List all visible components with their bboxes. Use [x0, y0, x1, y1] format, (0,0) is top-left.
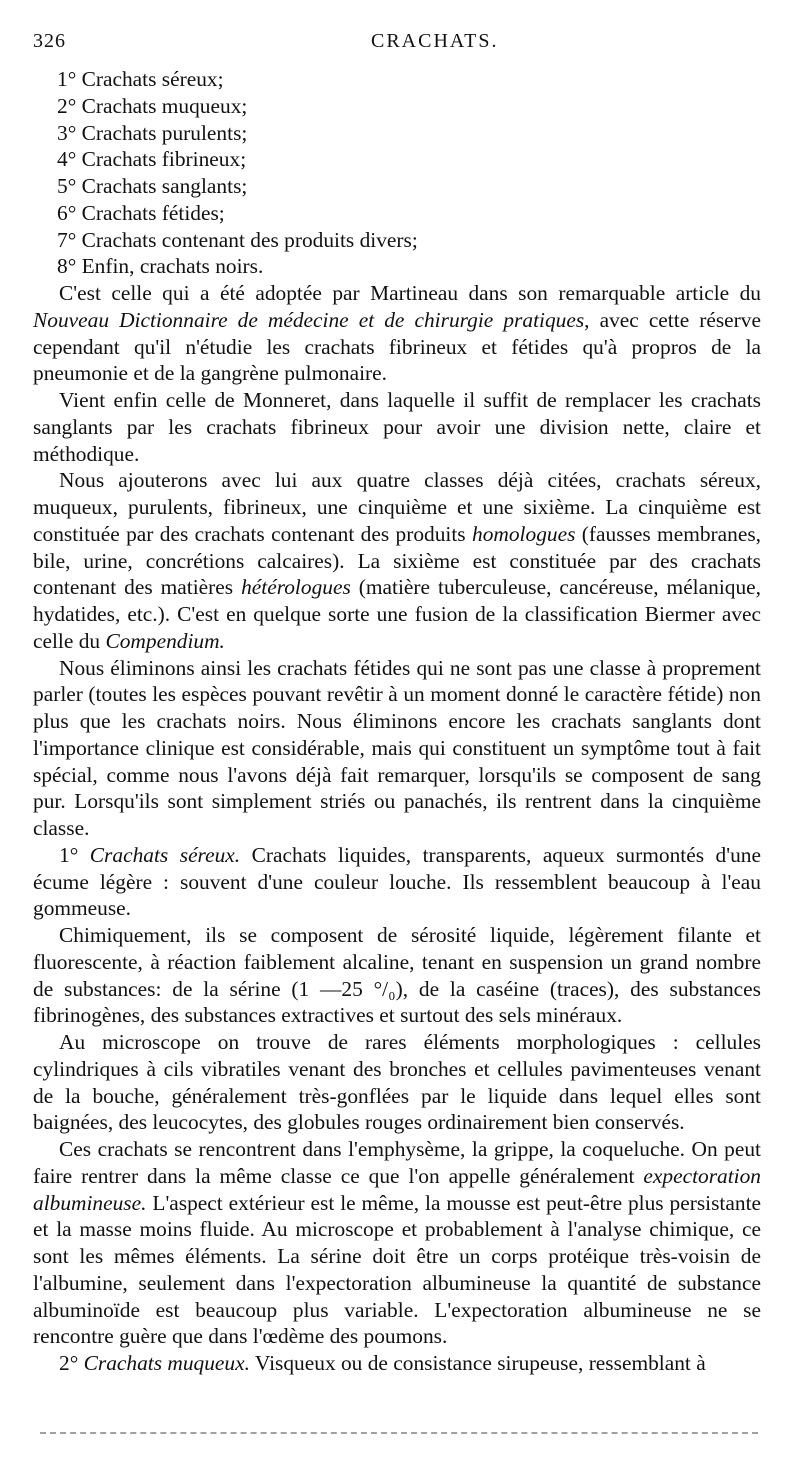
- text-run: (fausses membranes, bile, urine, concrétions calcaires). La sixième est constituée par des crachats contenant des matières: [33, 521, 762, 600]
- list-item: 5° Crachats sanglants;: [57, 174, 248, 198]
- text-run: (matière tuberculeuse, cancéreuse, mélanique, hydatides, etc.). C'est en quelque sorte une fusion de la classification Biermer avec celle du: [33, 575, 761, 653]
- italic-term: homologues: [472, 521, 576, 546]
- paragraph-crachats-muqueux: [33, 1350, 761, 1377]
- footer-rule: [40, 1432, 758, 1434]
- italic-title: Nouveau Dictionnaire de médecine et de chirurgie pratiques: [33, 307, 585, 332]
- paragraph-classification-martineau: [33, 280, 761, 387]
- list-item: 4° Crachats fibrineux;: [57, 147, 247, 172]
- text-run: C'est celle qui a été adoptée par Martineau dans son remarquable article du: [59, 281, 761, 305]
- italic-term: expectoration albumineuse.: [33, 1163, 761, 1215]
- text-run: Nous ajouterons avec lui aux quatre classes déjà citées, crachats séreux, muqueux, purulents, fibrineux, une cinquième et une sixième. La cinquième est constituée par des crachats contenant des produits: [33, 468, 761, 546]
- italic-title: Compendium.: [105, 628, 225, 653]
- paragraph-elimination: Nous éliminons ainsi les crachats fétides qui ne sont pas une classe à proprement parler (toutes les espèces pouvant revêtir à un moment donné le caractère fétide) non plus que les crachats noirs. Nous éliminons encore les crachats sanglants dont l'importance clinique est considérable, mais qui constituent un symptôme tout à fait spécial, comme nous l'avons déjà fait remarquer, lorsqu'ils se composent de sang pur. Lorsqu'ils sont simplement striés ou panachés, ils rentrent dans la cinquième classe.: [33, 655, 761, 840]
- list-item: 2° Crachats muqueux;: [57, 93, 248, 118]
- text-run: Crachats liquides, transparents, aqueux surmontés d'une écume légère : souvent d'une couleur louche. Ils ressemblent beaucoup à l'eau gommeuse.: [33, 842, 761, 921]
- list-item: 3° Crachats purulents;: [57, 120, 248, 145]
- list-item: 6° Crachats fétides;: [57, 200, 225, 225]
- list-item: 7° Crachats contenant des produits divers;: [57, 227, 418, 252]
- paragraph-expectoration: [33, 1136, 761, 1350]
- text-run: Visqueux ou de consistance sirupeuse, ressemblant à: [249, 1351, 706, 1375]
- text-run: L'aspect extérieur est le même, la mousse est peut-être plus persistante et la masse moins fluide. Au microscope et probablement à l'analyse chimique, ce sont les mêmes éléments. La sérine doit être un corps protéique très-voisin de l'albumine, seulement dans l'expectoration albumineuse la quantité de substance albuminoïde est beaucoup plus variable. L'expectoration albumineuse ne se rencontre guère que dans l'œdème des poumons.: [33, 1190, 761, 1349]
- page-header: [33, 30, 773, 54]
- text-run: , avec cette réserve cependant qu'il n'étudie les crachats fibrineux et fétides qu'à propros de la pneumonie et de la gangrène pulmonaire.: [33, 307, 761, 386]
- page-number: 326: [33, 30, 66, 52]
- list-item: 8° Enfin, crachats noirs.: [57, 254, 264, 279]
- section-number: 2°: [59, 1351, 84, 1375]
- section-number: 1°: [59, 842, 90, 867]
- section-heading: Crachats muqueux.: [83, 1351, 250, 1375]
- paragraph-chimie: Chimiquement, ils se composent de sérosité liquide, légèrement filante et fluorescente, à réaction faiblement alcaline, tenant en suspension un grand nombre de substances: de la sérine (1 —25 °/₀), de la caséine (traces), des substances fibrinogènes, des substances extractives et surtout des sels minéraux.: [33, 923, 761, 1028]
- paragraph-classes: [33, 467, 761, 654]
- body-text: [33, 66, 761, 1377]
- list-item: 1° Crachats séreux;: [57, 67, 224, 91]
- paragraph-crachats-sereux: [33, 842, 761, 922]
- italic-term: hétérologues: [241, 575, 351, 600]
- section-heading: Crachats séreux.: [89, 842, 241, 867]
- paragraph-microscope: Au microscope on trouve de rares éléments morphologiques : cellules cylindriques à cils vibratiles venant des bronches et cellules pavimenteuses venant de la bouche, généralement très-gonflées par le liquide dans lequel elles sont baignées, des leucocytes, des globules rouges ordinairement bien conservés.: [33, 1030, 761, 1135]
- text-run: Ces crachats se rencontrent dans l'emphysème, la grippe, la coqueluche. On peut faire rentrer dans la même classe ce que l'on appelle généralement: [33, 1137, 761, 1188]
- running-head: CRACHATS.: [371, 30, 499, 52]
- paragraph-monneret: Vient enfin celle de Monneret, dans laquelle il suffit de remplacer les crachats sanglants par les crachats fibrineux pour avoir une division nette, claire et méthodique.: [33, 388, 761, 466]
